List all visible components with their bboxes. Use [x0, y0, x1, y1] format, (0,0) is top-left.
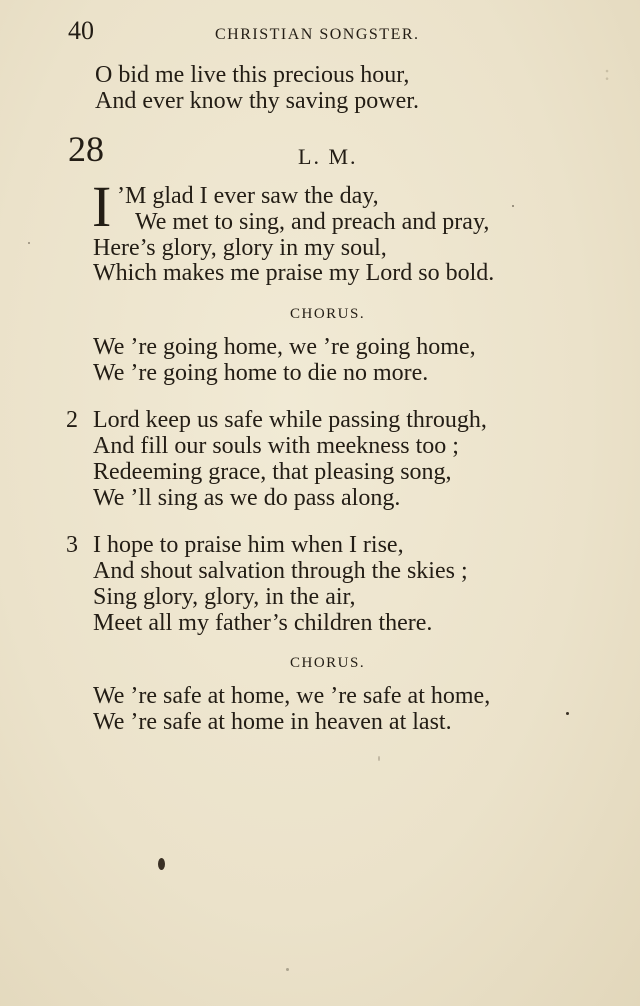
chorus-1-line: We ’re going home to die no more.	[93, 360, 429, 386]
chorus-2-line: We ’re safe at home, we ’re safe at home,	[93, 683, 491, 709]
stanza-3-line: I hope to praise him when I rise,	[93, 532, 404, 558]
stanza-1-line: Which makes me praise my Lord so bold.	[93, 260, 495, 286]
stanza-3-line: Sing glory, glory, in the air,	[93, 584, 356, 610]
running-head: CHRISTIAN SONGSTER.	[215, 26, 420, 43]
stanza-1-line: Here’s glory, glory in my soul,	[93, 235, 387, 261]
stanza-2-line: Redeeming grace, that pleasing song,	[93, 459, 452, 485]
stanza-3-line: And shout salvation through the skies ;	[93, 558, 468, 584]
ink-speck	[158, 858, 165, 870]
chorus-label: CHORUS.	[290, 655, 366, 671]
stanza-2-line: And fill our souls with meekness too ;	[93, 433, 459, 459]
verse-number: 2	[66, 407, 78, 433]
chorus-1-line: We ’re going home, we ’re going home,	[93, 334, 476, 360]
ink-speck	[286, 968, 289, 971]
verse-number: 3	[66, 532, 78, 558]
chorus-label: CHORUS.	[290, 306, 366, 322]
ink-speck	[28, 242, 30, 244]
bleed-through-mark: :	[604, 60, 611, 85]
stanza-2-line: We ’ll sing as we do pass along.	[93, 485, 401, 511]
previous-hymn-line: O bid me live this precious hour,	[95, 62, 410, 88]
ink-speck	[378, 756, 380, 761]
stanza-3-line: Meet all my father’s children there.	[93, 610, 433, 636]
ink-speck	[566, 712, 569, 715]
stanza-2-line: Lord keep us safe while passing through,	[93, 407, 487, 433]
page-number: 40	[68, 16, 94, 45]
hymn-meter: L. M.	[298, 144, 358, 169]
stanza-1-line: We met to sing, and preach and pray,	[135, 209, 490, 235]
previous-hymn-line: And ever know thy saving power.	[95, 88, 419, 114]
hymn-number: 28	[68, 129, 104, 169]
ink-speck	[512, 205, 514, 207]
drop-cap: I	[92, 174, 112, 239]
chorus-2-line: We ’re safe at home in heaven at last.	[93, 709, 452, 735]
stanza-1-line: ’M glad I ever saw the day,	[117, 183, 379, 209]
